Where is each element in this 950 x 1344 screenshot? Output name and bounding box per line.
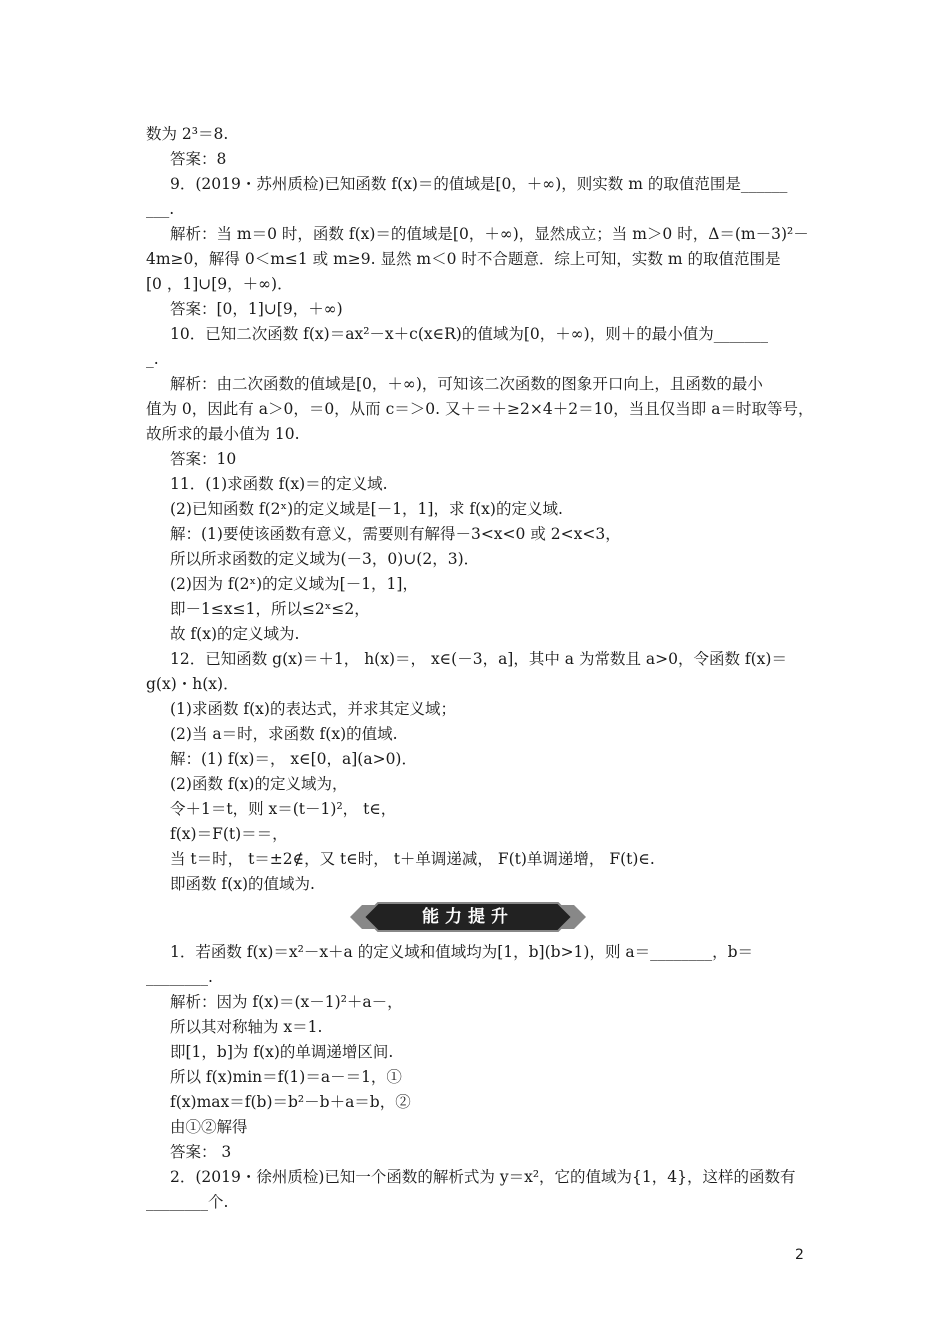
section-title: 能力提升 (422, 907, 514, 927)
text-line: 1．若函数 f(x)＝x²－x＋a 的定义域和值域均为[1，b](b>1)，则 a＝________，b＝ (170, 943, 754, 961)
text-line: (2)当 a＝时，求函数 f(x)的值域. (170, 725, 398, 743)
text-line: 所以其对称轴为 x＝1. (170, 1018, 323, 1036)
text-line: 解：(1)要使该函数有意义，需要则有解得－3<x<0 或 2<x<3， (170, 525, 621, 543)
text-line: _. (146, 350, 159, 368)
text-line: 所以 f(x)min＝f(1)＝a－＝1，① (170, 1068, 402, 1086)
text-line: 解析：当 m＝0 时，函数 f(x)＝的值域是[0，＋∞)，显然成立；当 m＞0 时，Δ＝(m－3)²－ (170, 225, 809, 243)
text-line: 9．(2019・苏州质检)已知函数 f(x)＝的值域是[0，＋∞)，则实数 m 的取值范围是______ (170, 175, 788, 193)
text-line: 即函数 f(x)的值域为. (170, 875, 315, 893)
text-line: 令＋1＝t，则 x＝(t－1)²， t∈， (170, 800, 397, 818)
text-line: 由①②解得 (170, 1118, 248, 1136)
text-line: 解析：由二次函数的值域是[0，＋∞)，可知该二次函数的图象开口向上，且函数的最小 (170, 375, 763, 393)
text-line: 解：(1) f(x)＝， x∈[0，a](a>0)． (170, 750, 417, 768)
text-line: ________. (146, 968, 213, 986)
text-line: f(x)＝F(t)＝＝， (170, 825, 288, 843)
text-line: 数为 2³＝8. (146, 125, 229, 143)
text-line: 答案： 3 (170, 1143, 232, 1161)
text-line: 故所求的最小值为 10. (146, 425, 300, 443)
text-line: 故 f(x)的定义域为. (170, 625, 300, 643)
text-line: 12．已知函数 g(x)＝＋1， h(x)＝， x∈(－3，a]，其中 a 为常数且 a>0，令函数 f(x)＝ (170, 650, 787, 668)
text-line: (2)因为 f(2ˣ)的定义域为[－1，1]， (170, 575, 418, 593)
text-line: 4m≥0，解得 0＜m≤1 或 m≥9. 显然 m＜0 时不合题意．综上可知，实数 m 的取值范围是 (146, 250, 781, 268)
text-line: 即[1，b]为 f(x)的单调递增区间. (170, 1043, 394, 1061)
text-line: (2)函数 f(x)的定义域为， (170, 775, 348, 793)
text-line: (2)已知函数 f(2ˣ)的定义域是[－1，1]，求 f(x)的定义域. (170, 500, 563, 518)
text-line: g(x)・h(x)． (146, 675, 239, 693)
section-banner (350, 902, 586, 932)
text-line: 值为 0，因此有 a＞0，＝0，从而 c＝＞0. 又＋＝＋≥2×4＋2＝10，当且仅当即 a＝时取等号， (146, 400, 814, 418)
text-line: 即－1≤x≤1，所以≤2ˣ≤2， (170, 600, 370, 618)
page-number: 2 (795, 1247, 804, 1263)
text-line: ________个. (146, 1193, 229, 1211)
text-line: 解析：因为 f(x)＝(x－1)²＋a－， (170, 993, 403, 1011)
text-line: 答案：10 (170, 450, 237, 468)
text-line: 11．(1)求函数 f(x)＝的定义域. (170, 475, 388, 493)
text-line: 答案：[0，1]∪[9，＋∞) (170, 300, 343, 318)
text-line: 10．已知二次函数 f(x)＝ax²－x＋c(x∈R)的值域为[0，＋∞)，则＋的最小值为_______ (170, 325, 768, 343)
text-line: f(x)max＝f(b)＝b²－b＋a＝b，② (170, 1093, 411, 1111)
text-line: 答案：8 (170, 150, 227, 168)
text-line: 当 t＝时， t＝±2∉，又 t∈时， t＋单调递减， F(t)单调递增， F(t)∈. (170, 850, 655, 868)
text-line: 所以所求函数的定义域为(－3，0)∪(2，3)． (170, 550, 480, 568)
text-line: [0 ，1]∪[9，＋∞)． (146, 275, 293, 293)
text-line: ___. (146, 200, 175, 218)
text-line: (1)求函数 f(x)的表达式，并求其定义域； (170, 700, 456, 718)
text-line: 2．(2019・徐州质检)已知一个函数的解析式为 y＝x²，它的值域为{1，4}，这样的函数有 (170, 1168, 796, 1186)
